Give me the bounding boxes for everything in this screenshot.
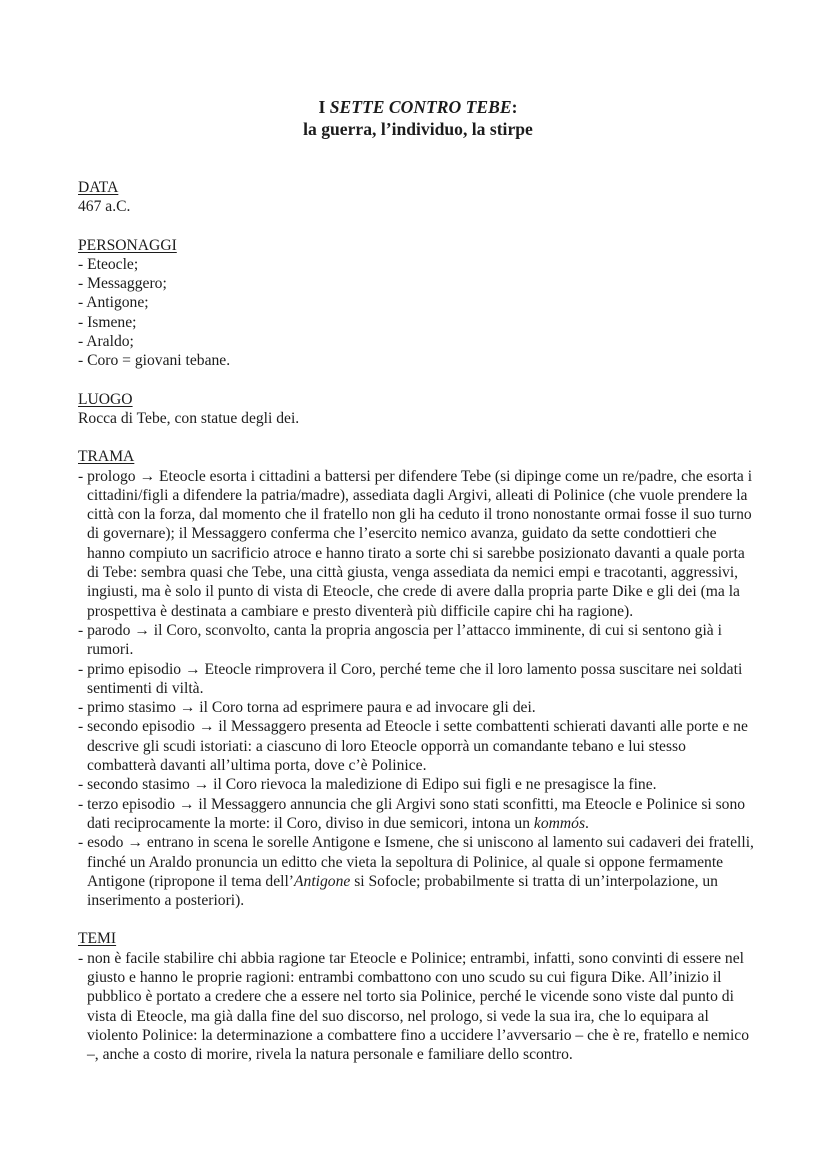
temi-item: - non è facile stabilire chi abbia ragione tar Eteocle e Polinice; entrambi, infatti, sono convinti di essere nel giusto e hanno le proprie ragioni: entrambi combattono con uno scudo su cui figura Dike. All’inizio il pubblico è portato a credere che a essere nel torto sia Polinice, perché le vicende sono viste dal punto di vista di Eteocle, ma già dalla fine del suo discorso, nel prologo, si vede la sua ira, che lo equipara al violento Polinice: la determinazione a combattere fino a uccidere l’avversario – che è re, fratello e nemico –, anche a costo di morire, rivela la natura personale e familiare dello scontro. [78, 949, 749, 1064]
section-trama [78, 447, 758, 910]
title-line-1: I SETTE CONTRO TEBE: [318, 97, 518, 117]
trama-item-secondo-episodio: - secondo episodio → il Messaggero presenta ad Eteocle i sette combattenti schierati davanti alle porte e ne descrive gli scudi istoriati: a ciascuno di loro Eteocle opporrà un comandante tebano e lui stesso combatterà davanti all’ultima porta, dove c’è Polinice. [78, 718, 748, 775]
heading-data: DATA [78, 179, 119, 196]
document-title [78, 96, 758, 140]
section-luogo [78, 390, 758, 429]
personaggi-list [78, 255, 758, 371]
trama-item-secondo-stasimo: - secondo stasimo → il Coro rievoca la maledizione di Edipo sui figli e ne presagisce la fine. [78, 776, 657, 794]
title-italic: SETTE CONTRO TEBE [329, 97, 512, 117]
list-item: - Messaggero; [78, 275, 167, 293]
trama-item-primo-episodio: - primo episodio → Eteocle rimprovera il Coro, perché teme che il loro lamento possa suscitare nei soldati sentimenti di viltà. [78, 660, 743, 697]
heading-luogo: LUOGO [78, 390, 133, 408]
list-item: - Ismene; [78, 313, 137, 331]
list-item: - Antigone; [78, 294, 149, 312]
title-line-2: la guerra, l’individuo, la stirpe [303, 119, 533, 139]
trama-item-esodo: - esodo → entrano in scena le sorelle Antigone e Ismene, che si uniscono al lamento sui cadaveri dei fratelli, finché un Araldo pronuncia un editto che vieta la sepoltura di Polinice, al quale si oppone fermamente Antigone (ripropone il tema dell’Antigone si Sofocle; probabilmente si tratta di un’interpolazione, un inserimento a posteriori). [78, 834, 754, 910]
section-temi [78, 929, 758, 1064]
temi-list [78, 949, 758, 1065]
heading-personaggi: PERSONAGGI [78, 236, 177, 254]
list-item: - Eteocle; [78, 255, 139, 273]
list-item: - Coro = giovani tebane. [78, 352, 231, 370]
trama-item-primo-stasimo: - primo stasimo → il Coro torna ad esprimere paura e ad invocare gli dei. [78, 699, 536, 717]
heading-temi: TEMI [78, 930, 117, 948]
trama-list [78, 467, 758, 911]
document-page [78, 96, 758, 1064]
section-personaggi [78, 236, 758, 371]
trama-item-prologo: - prologo → Eteocle esorta i cittadini a battersi per difendere Tebe (si dipinge come un re/padre, che esorta i cittadini/figli a difendere la patria/madre), assediata dagli Argivi, alleati di Polinice (che vuole prendere la città con la forza, dal momento che il fratello non gli ha ceduto il trono nonostante ormai fosse il suo turno di governare); il Messaggero conferma che l’esercito nemico avanza, guidato da sette condottieri che hanno compiuto un sacrificio atroce e hanno tirato a sorte chi si sarebbe posizionato davanti a quale porta di Tebe: sembra quasi che Tebe, una città giusta, venga assediata da nemici empi e tracotanti, aggressivi, ingiusti, ma è solo il punto di vista di Eteocle, che crede di avere dalla propria parte Dike e gli dei (ma la prospettiva è destinata a cambiare e presto diventerà più difficile capire chi ha ragione). [78, 467, 753, 620]
heading-trama: TRAMA [78, 448, 135, 466]
luogo-value: Rocca di Tebe, con statue degli dei. [78, 409, 300, 427]
trama-item-terzo-episodio: - terzo episodio → il Messaggero annuncia che gli Argivi sono stati sconfitti, ma Eteocle e Polinice si sono dati reciprocamente la morte: il Coro, diviso in due semicori, intona un kommós. [78, 795, 746, 832]
section-data [78, 178, 758, 217]
data-value: 467 a.C. [78, 198, 131, 216]
list-item: - Araldo; [78, 333, 134, 351]
trama-item-parodo: - parodo → il Coro, sconvolto, canta la propria angoscia per l’attacco imminente, di cui si sentono già i rumori. [78, 621, 722, 659]
